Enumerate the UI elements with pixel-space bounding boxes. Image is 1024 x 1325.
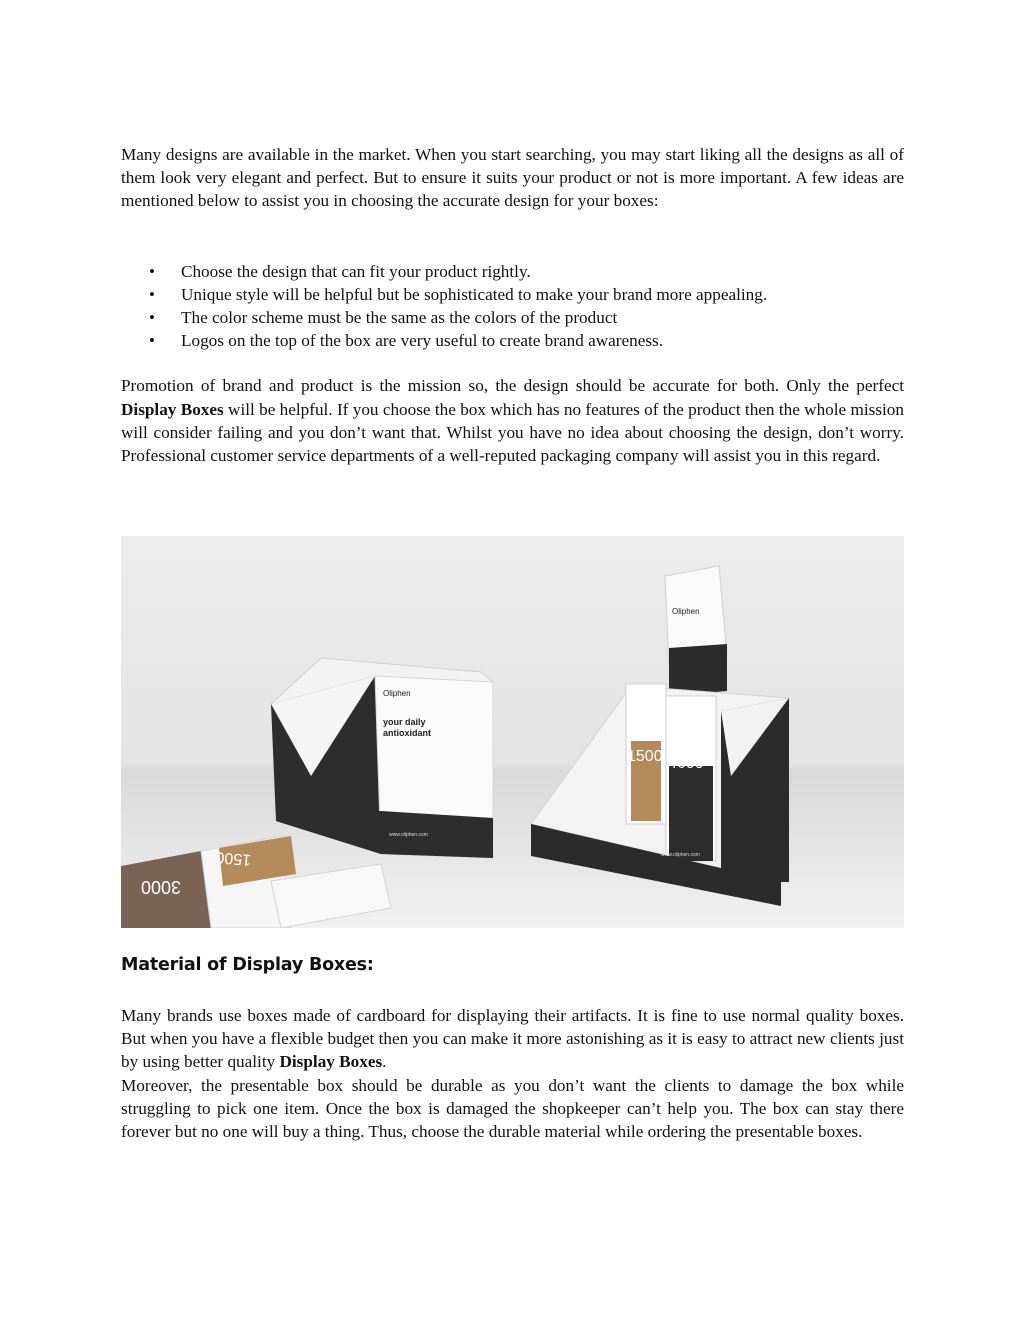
loose-value-d: 1500 [214,848,252,869]
material-paragraph-2: Moreover, the presentable box should be durable as you don’t want the clients to damage the box while struggling to pick one item. Once the box is damaged the shopkeeper can’t help you. The box can stay there forever but no one will buy a thing. Thus, choose the durable material while ordering the presentable boxes. [121,1075,904,1142]
promo-text-start: Promotion of brand and product is the mission so, the design should be accurate for both. Only the perfect [121,376,904,396]
list-item: • Unique style will be helpful but be sophisticated to make your brand more appealing. [121,283,904,306]
material-section [121,1004,904,1143]
cube-tagline-1: your daily [383,717,426,727]
product-photo [121,536,904,928]
cube-box [271,658,493,858]
material-text-end: . [382,1052,387,1072]
list-item: • Logos on the top of the box are very useful to create brand awareness. [121,329,904,352]
display-boxes-keyword: Display Boxes [279,1052,383,1072]
product-value-b: 4600 [668,755,704,772]
intro-paragraph: Many designs are available in the market. When you start searching, you may start liking all the designs as all of them look very elegant and perfect. But to ensure it suits your product or not is more important. A few ideas are mentioned below to assist you in choosing the accurate design for your boxes: [121,145,904,211]
list-item: • Choose the design that can fit your product rightly. [121,260,904,283]
cube-brand-label: Oliphen [383,689,411,698]
design-ideas-list [121,260,904,353]
material-paragraph-1 [121,1004,904,1074]
display-website: www.oliphen.com [661,852,700,858]
promo-text-end: will be helpful. If you choose the box which has no features of the product then the whole mission will consider failing and you don’t want that. Whilst you have no idea about choosing the design, don’t worry. Professional customer service departments of a well-reputed packaging company will assist you in this regard. [121,399,904,466]
promotion-paragraph [121,374,904,467]
section-heading: Material of Display Boxes: [121,955,374,975]
list-item: • The color scheme must be the same as the colors of the product [121,306,904,329]
cube-tagline-2: antioxidant [383,728,432,738]
document-body [121,143,904,467]
lid-brand-label: Oliphen [672,607,700,616]
cube-website: www.oliphen.com [389,832,428,838]
product-value-a: 1500 [627,748,663,765]
display-boxes-keyword: Display Boxes [121,399,224,419]
material-text-start: Many brands use boxes made of cardboard for displaying their artifacts. It is fine to use normal quality boxes. But when you have a flexible budget then you can make it more astonishing as it is easy to attract new clients just by using better quality [121,1006,904,1072]
loose-value-c: 3000 [140,877,181,897]
display-boxes-illustration [121,536,904,928]
